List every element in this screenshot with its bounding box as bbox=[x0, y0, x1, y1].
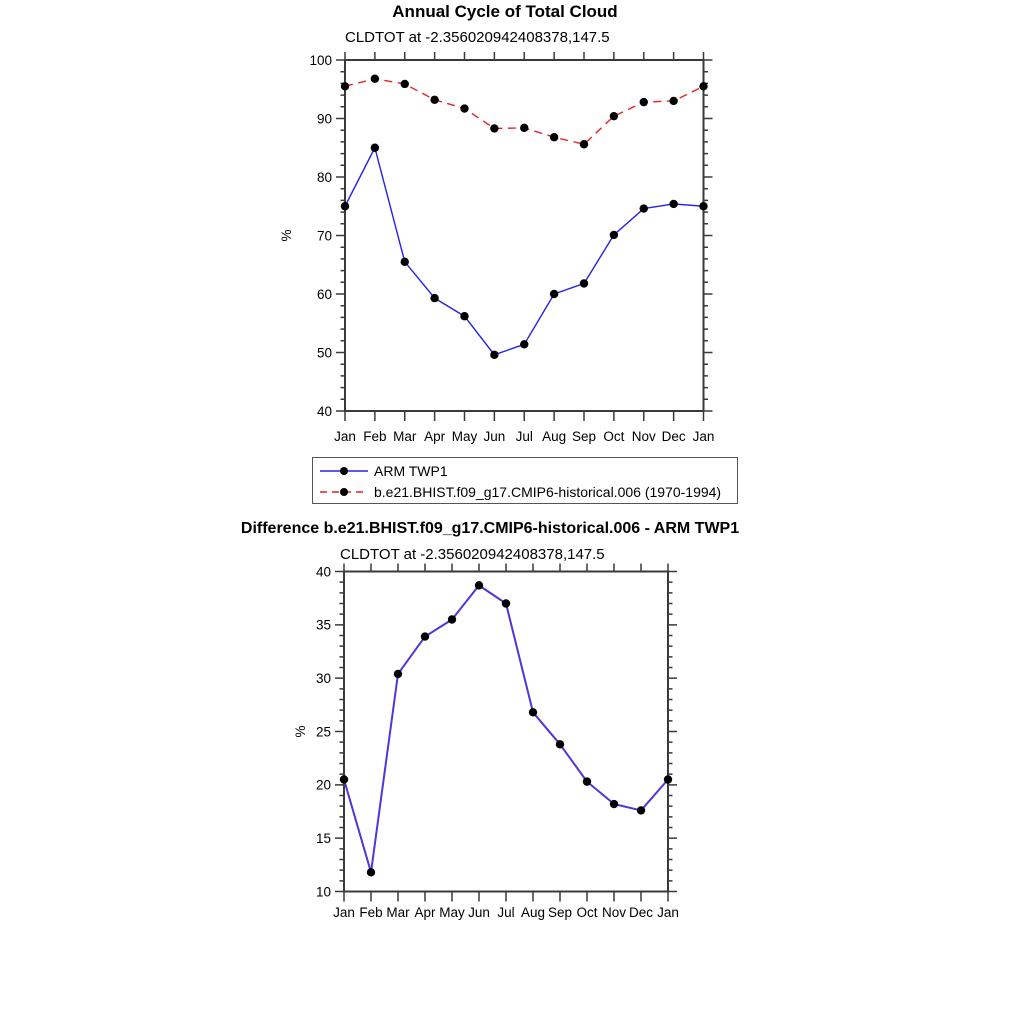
data-point-marker bbox=[640, 98, 648, 106]
y-tick-label: 70 bbox=[316, 228, 332, 244]
x-tick-label: May bbox=[451, 429, 478, 444]
axis-ticks bbox=[335, 564, 677, 902]
legend-key-dashed-line-icon bbox=[319, 485, 369, 499]
y-tick-label: 90 bbox=[316, 111, 332, 127]
data-point-marker bbox=[669, 200, 677, 208]
plot-frame bbox=[344, 572, 668, 892]
data-point-marker bbox=[430, 96, 438, 104]
y-tick-label: 50 bbox=[316, 345, 332, 361]
data-point-marker bbox=[460, 104, 468, 112]
series-line bbox=[345, 79, 704, 145]
x-tick-label: May bbox=[439, 905, 465, 920]
chart1-subtitle: CLDTOT at -2.356020942408378,147.5 bbox=[345, 29, 610, 46]
data-point-marker bbox=[341, 82, 349, 90]
x-tick-label: Sep bbox=[571, 429, 597, 444]
y-tick-label: 15 bbox=[315, 830, 331, 846]
axis-ticks bbox=[336, 52, 713, 421]
x-tick-label: Jul bbox=[515, 429, 533, 444]
legend-box bbox=[312, 457, 738, 504]
series-line bbox=[345, 148, 704, 355]
data-point-marker bbox=[550, 133, 558, 141]
y-tick-label: 20 bbox=[315, 777, 331, 793]
chart2-subtitle: CLDTOT at -2.356020942408378,147.5 bbox=[340, 546, 605, 563]
x-tick-label: Jan bbox=[657, 905, 679, 920]
x-tick-label: Sep bbox=[547, 905, 573, 920]
data-point-marker bbox=[610, 112, 618, 120]
legend-item-obs bbox=[319, 460, 737, 481]
y-tick-label: 40 bbox=[315, 564, 331, 580]
data-point-marker bbox=[699, 202, 707, 210]
data-point-marker bbox=[490, 124, 498, 132]
data-point-marker bbox=[550, 290, 558, 298]
y-tick-label: 60 bbox=[316, 286, 332, 302]
x-tick-label: Jun bbox=[468, 905, 490, 920]
plot-frame bbox=[345, 60, 704, 411]
data-point-marker bbox=[580, 279, 588, 287]
y-axis-label: % bbox=[279, 229, 294, 242]
data-point-marker bbox=[421, 632, 429, 640]
data-point-marker bbox=[610, 800, 618, 808]
data-point-marker bbox=[394, 670, 402, 678]
x-tick-label: Dec bbox=[628, 905, 654, 920]
data-point-marker bbox=[460, 312, 468, 320]
legend-item-model bbox=[319, 481, 737, 502]
x-tick-label: Aug bbox=[542, 429, 567, 444]
data-point-marker bbox=[669, 97, 677, 105]
x-tick-label: Jan bbox=[692, 429, 715, 444]
data-point-marker bbox=[520, 124, 528, 132]
chart1-plot bbox=[279, 52, 714, 444]
x-tick-label: Apr bbox=[424, 429, 446, 444]
y-axis-label: % bbox=[293, 725, 308, 738]
legend-item-label: ARM TWP1 bbox=[374, 462, 448, 479]
data-point-marker bbox=[640, 204, 648, 212]
data-point-marker bbox=[448, 615, 456, 623]
y-tick-label: 10 bbox=[315, 884, 331, 900]
x-tick-label: Dec bbox=[661, 429, 686, 444]
x-tick-label: Nov bbox=[601, 905, 627, 920]
x-tick-label: Jun bbox=[483, 429, 506, 444]
x-tick-label: Nov bbox=[631, 429, 656, 444]
y-tick-label: 80 bbox=[316, 169, 332, 185]
data-point-marker bbox=[371, 144, 379, 152]
chart2-plot bbox=[293, 564, 679, 921]
data-point-marker bbox=[430, 294, 438, 302]
y-tick-label: 40 bbox=[316, 403, 332, 419]
x-tick-label: Jul bbox=[497, 905, 515, 920]
data-point-marker bbox=[475, 581, 483, 589]
data-point-marker bbox=[699, 82, 707, 90]
data-point-marker bbox=[529, 708, 537, 716]
x-tick-label: Feb bbox=[363, 429, 387, 444]
y-tick-label: 35 bbox=[315, 617, 331, 633]
legend-item-label: b.e21.BHIST.f09_g17.CMIP6-historical.006 (1970-1994) bbox=[374, 483, 722, 500]
x-tick-label: Jan bbox=[334, 429, 356, 444]
data-point-marker bbox=[583, 777, 591, 785]
data-point-marker bbox=[502, 599, 510, 607]
legend-key-solid-line-icon bbox=[319, 464, 369, 478]
y-tick-label: 25 bbox=[315, 724, 331, 740]
x-tick-label: Oct bbox=[603, 429, 625, 444]
data-point-marker bbox=[371, 75, 379, 83]
data-point-marker bbox=[490, 351, 498, 359]
x-tick-label: Aug bbox=[520, 905, 546, 920]
data-point-marker bbox=[401, 258, 409, 266]
data-point-marker bbox=[401, 80, 409, 88]
data-point-marker bbox=[556, 740, 564, 748]
x-tick-label: Apr bbox=[414, 905, 436, 920]
data-point-marker bbox=[367, 868, 375, 876]
y-tick-label: 100 bbox=[309, 52, 332, 68]
data-point-marker bbox=[340, 775, 348, 783]
data-point-marker bbox=[580, 140, 588, 148]
data-point-marker bbox=[610, 231, 618, 239]
data-point-marker bbox=[341, 202, 349, 210]
chart1-title: Annual Cycle of Total Cloud bbox=[392, 2, 618, 21]
x-tick-label: Feb bbox=[359, 905, 383, 920]
x-tick-label: Mar bbox=[386, 905, 410, 920]
x-tick-label: Oct bbox=[576, 905, 598, 920]
data-point-marker bbox=[637, 806, 645, 814]
series-line bbox=[344, 585, 668, 872]
y-tick-label: 30 bbox=[315, 670, 331, 686]
data-point-marker bbox=[520, 340, 528, 348]
data-point-marker bbox=[664, 775, 672, 783]
x-tick-label: Jan bbox=[333, 905, 355, 920]
x-tick-label: Mar bbox=[393, 429, 417, 444]
chart2-title: Difference b.e21.BHIST.f09_g17.CMIP6-historical.006 - ARM TWP1 bbox=[240, 520, 740, 537]
